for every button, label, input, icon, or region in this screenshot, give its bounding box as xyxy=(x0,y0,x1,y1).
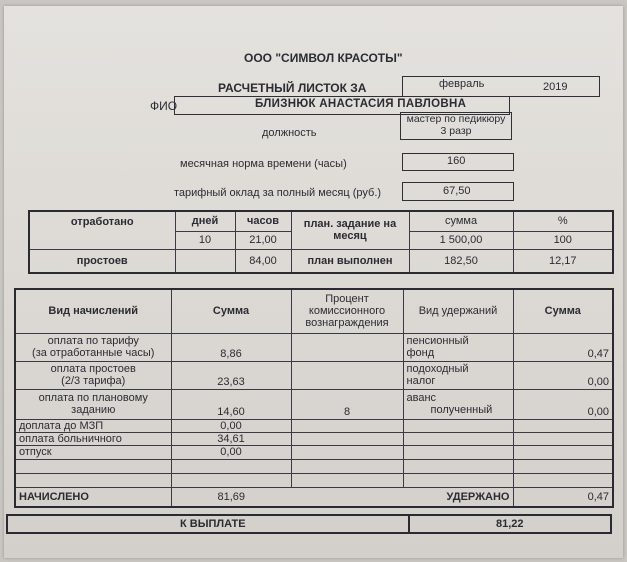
table-row xyxy=(15,419,613,432)
plan-done-label: план выполнен xyxy=(291,249,409,273)
accrual-name: отпуск xyxy=(15,445,171,459)
position-label: должность xyxy=(262,127,317,139)
payout-box xyxy=(6,514,612,534)
salary-value: 67,50 xyxy=(443,185,471,197)
norm-value: 160 xyxy=(447,155,466,167)
accrual-sum: 8,86 xyxy=(171,333,291,361)
deduction-name: аванс полученный xyxy=(403,389,513,419)
table-row xyxy=(15,333,613,361)
salary-box xyxy=(402,182,514,201)
salary-label: тарифный оклад за полный месяц (руб.) xyxy=(174,187,382,199)
plan-sum-value: 1 500,00 xyxy=(409,231,513,249)
table-row xyxy=(15,432,613,445)
commission-value xyxy=(291,361,403,389)
commission-value xyxy=(291,333,403,361)
period-year: 2019 xyxy=(543,81,568,93)
accrual-sum: 34,61 xyxy=(171,432,291,445)
accrual-name: оплата по тарифу (за отработанные часы) xyxy=(15,333,171,361)
deduction-sum: 0,00 xyxy=(513,361,613,389)
deduction-name: подоходный налог xyxy=(403,361,513,389)
payout-divider xyxy=(408,514,410,534)
total-label: НАЧИСЛЕНО xyxy=(15,487,171,507)
withheld-label: УДЕРЖАНО xyxy=(403,487,513,507)
idle-days-empty xyxy=(175,249,235,273)
table-row xyxy=(15,445,613,459)
payout-label: К ВЫПЛАТЕ xyxy=(180,518,246,530)
totals-row xyxy=(15,487,613,507)
plan-task-label: план. задание на месяц xyxy=(291,211,409,249)
work-table xyxy=(28,210,614,274)
accrual-sum: 0,00 xyxy=(171,445,291,459)
deduction-name: пенсионный фонд xyxy=(403,333,513,361)
table-row xyxy=(15,389,613,419)
fio-value: БЛИЗНЮК АНАСТАСИЯ ПАВЛОВНА xyxy=(255,98,467,110)
norm-label: месячная норма времени (часы) xyxy=(180,158,347,170)
payout-sum: 81,22 xyxy=(496,518,524,530)
done-percent-value: 12,17 xyxy=(513,249,613,273)
deduction-sum: 0,00 xyxy=(513,389,613,419)
table-row xyxy=(15,459,613,473)
plan-percent-value: 100 xyxy=(513,231,613,249)
deduction-type-header: Вид удержаний xyxy=(403,289,513,333)
position-value: мастер по педикюру 3 разр xyxy=(406,113,506,137)
worked-label: отработано xyxy=(29,211,175,249)
norm-box xyxy=(402,153,514,171)
accrual-sum-header: Сумма xyxy=(171,289,291,333)
idle-label: простоев xyxy=(29,249,175,273)
accrual-name: оплата больничного xyxy=(15,432,171,445)
accrual-type-header: Вид начислений xyxy=(15,289,171,333)
days-value: 10 xyxy=(175,231,235,249)
accrual-sum: 0,00 xyxy=(171,419,291,432)
accrual-name: оплата по плановому заданию xyxy=(15,389,171,419)
hours-value: 21,00 xyxy=(235,231,291,249)
deduction-sum: 0,47 xyxy=(513,333,613,361)
period-box xyxy=(402,76,600,97)
payslip-title: РАСЧЕТНЫЙ ЛИСТОК ЗА xyxy=(218,81,367,95)
days-header: дней xyxy=(175,211,235,231)
deduction-sum-header: Сумма xyxy=(513,289,613,333)
accrual-sum: 14,60 xyxy=(171,389,291,419)
idle-hours-value: 84,00 xyxy=(235,249,291,273)
percent-header: % xyxy=(513,211,613,231)
accrual-name: доплата до МЗП xyxy=(15,419,171,432)
total-sum: 81,69 xyxy=(171,487,291,507)
accrual-sum: 23,63 xyxy=(171,361,291,389)
done-sum-value: 182,50 xyxy=(409,249,513,273)
fio-label: ФИО xyxy=(150,99,178,113)
withheld-sum: 0,47 xyxy=(513,487,613,507)
commission-value: 8 xyxy=(291,389,403,419)
accruals-table xyxy=(14,288,614,508)
hours-header: часов xyxy=(235,211,291,231)
commission-header: Процент комиссионного вознаграждения xyxy=(291,289,403,333)
company-name: ООО "СИМВОЛ КРАСОТЫ" xyxy=(244,51,403,65)
table-row xyxy=(15,473,613,487)
table-row xyxy=(15,361,613,389)
position-box xyxy=(400,112,512,140)
sum-header: сумма xyxy=(409,211,513,231)
payslip-sheet xyxy=(4,6,623,558)
period-month: февраль xyxy=(439,78,485,90)
accrual-name: оплата простоев (2/3 тарифа) xyxy=(15,361,171,389)
